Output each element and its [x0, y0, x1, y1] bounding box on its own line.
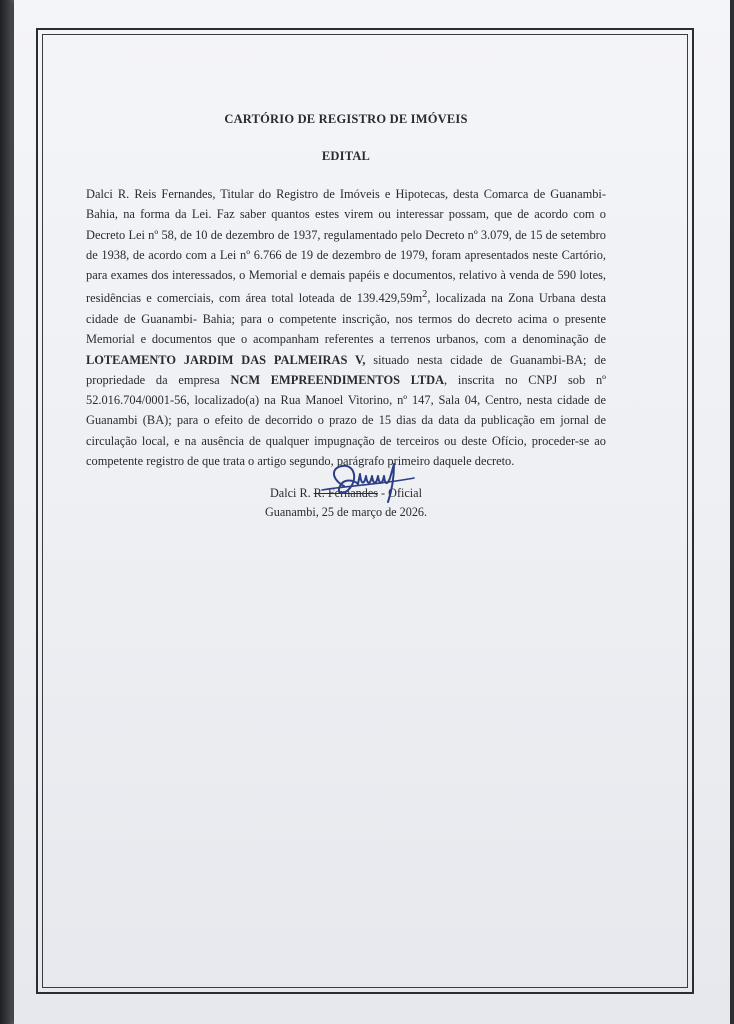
signature-block — [86, 484, 606, 522]
signatory-name-prefix: Dalci R. — [270, 485, 314, 500]
document-type-title: EDITAL — [321, 149, 371, 163]
paragraph-part-3: situado nesta cidade de Guanambi-BA; de propriedade da empresa — [86, 352, 606, 387]
office-title: CARTÓRIO DE REGISTRO DE IMÓVEIS — [224, 112, 468, 126]
signatory-line — [86, 484, 606, 503]
paragraph-part-2: , localizada na Zona Urbana desta cidade de Guanambi- Bahia; para o competente inscrição, nos termos do decreto acima o presente Memorial e documentos que o acompanham referentes a terrenos urbanos, com a denominação de — [86, 291, 606, 347]
area-unit-superscript: 2 — [422, 289, 428, 301]
edital-content — [86, 112, 606, 522]
company-name: NCM EMPREENDIMENTOS LTDA — [230, 372, 445, 387]
signatory-role: - Oficial — [377, 485, 422, 500]
place-date: Guanambi, 25 de março de 2026. — [264, 504, 428, 519]
edital-paragraph — [86, 184, 606, 471]
paragraph-part-1: Dalci R. Reis Fernandes, Titular do Registro de Imóveis e Hipotecas, desta Comarca de Guanambi- Bahia, na forma da Lei. Faz saber quantos estes virem ou interessar possam, que de acordo com o Decreto Lei nº 58, de 10 de dezembro de 1937, regulamentado pelo Decreto nº 3.079, de 15 de setembro de 1938, de acordo com a Lei nº 6.766 de 19 de dezembro de 1979, foram apresentados neste Cartório, para exames dos interessados, o Memorial e demais papéis e documentos, relativo à venda de 590 lotes, residências e comerciais, com área total loteada de 139.429,59m — [86, 187, 606, 306]
paper-sheet — [14, 0, 730, 1024]
paragraph-part-4: , inscrita no CNPJ sob nº 52.016.704/0001-56, localizado(a) na Rua Manoel Vitorino, nº 147, Sala 04, Centro, nesta cidade de Guanambi (BA); para o efeito de decorrido o prazo de 15 dias da data da publicação em jornal de circulação local, e na ausência de qualquer impugnação de terceiros ou deste Ofício, proceder-se ao competente registro de que trata o artigo segundo, parágrafo primeiro daquele decreto. — [86, 372, 606, 468]
lot-name: LOTEAMENTO JARDIM DAS PALMEIRAS V, — [86, 352, 366, 367]
signatory-name-struck: R. Fernandes — [313, 485, 378, 500]
